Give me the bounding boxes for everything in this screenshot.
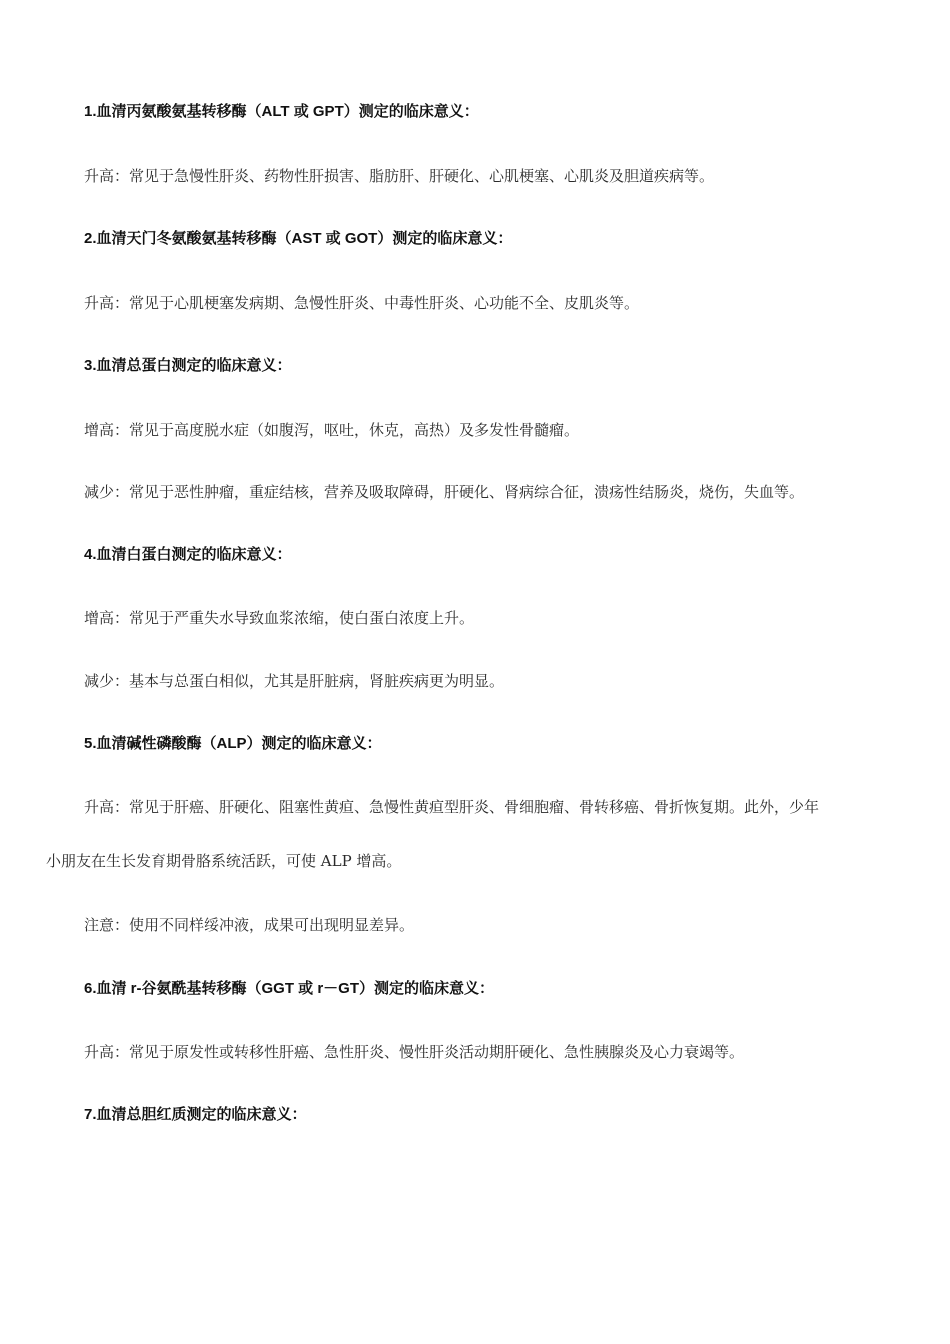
paragraph-ast-elevated: 升高：常见于心肌梗塞发病期、急慢性肝炎、中毒性肝炎、心功能不全、皮肌炎等。 <box>84 294 640 312</box>
section-heading-albumin: 4.血清白蛋白测定的临床意义： <box>84 546 292 563</box>
section-heading-total-protein: 3.血清总蛋白测定的临床意义： <box>84 357 292 374</box>
paragraph-total-protein-increased: 增高：常见于高度脱水症（如腹泻，呕吐，休克，高热）及多发性骨髓瘤。 <box>84 421 580 439</box>
paragraph-albumin-increased: 增高：常见于严重失水导致血浆浓缩，使白蛋白浓度上升。 <box>84 609 475 627</box>
paragraph-total-protein-decreased: 减少：常见于恶性肿瘤，重症结核，营养及吸取障碍，肝硬化、肾病综合征，溃疡性结肠炎，烧伤，失血等。 <box>84 483 805 501</box>
section-heading-alt: 1.血清丙氨酸氨基转移酶（ALT 或 GPT）测定的临床意义： <box>84 103 479 120</box>
section-heading-alp: 5.血清碱性磷酸酶（ALP）测定的临床意义： <box>84 735 382 752</box>
paragraph-alt-elevated: 升高：常见于急慢性肝炎、药物性肝损害、脂肪肝、肝硬化、心肌梗塞、心肌炎及胆道疾病等。 <box>84 167 715 185</box>
paragraph-albumin-decreased: 减少：基本与总蛋白相似，尤其是肝脏病，肾脏疾病更为明显。 <box>84 672 505 690</box>
paragraph-alp-elevated: 升高：常见于肝癌、肝硬化、阻塞性黄疸、急慢性黄疸型肝炎、骨细胞瘤、骨转移癌、骨折恢复期。此外，少年 <box>84 798 820 816</box>
section-heading-total-bilirubin: 7.血清总胆红质测定的临床意义： <box>84 1106 307 1123</box>
section-heading-ggt: 6.血清 r-谷氨酰基转移酶（GGT 或 r－GT）测定的临床意义： <box>84 980 495 997</box>
paragraph-alp-elevated-continued: 小朋友在生长发育期骨胳系统活跃，可使 ALP 增高。 <box>46 852 402 870</box>
paragraph-alp-note: 注意：使用不同样绥冲液，成果可出现明显差异。 <box>84 916 415 934</box>
paragraph-ggt-elevated: 升高：常见于原发性或转移性肝癌、急性肝炎、慢性肝炎活动期肝硬化、急性胰腺炎及心力衰竭等。 <box>84 1043 745 1061</box>
section-heading-ast: 2.血清天门冬氨酸氨基转移酶（AST 或 GOT）测定的临床意义： <box>84 230 513 247</box>
